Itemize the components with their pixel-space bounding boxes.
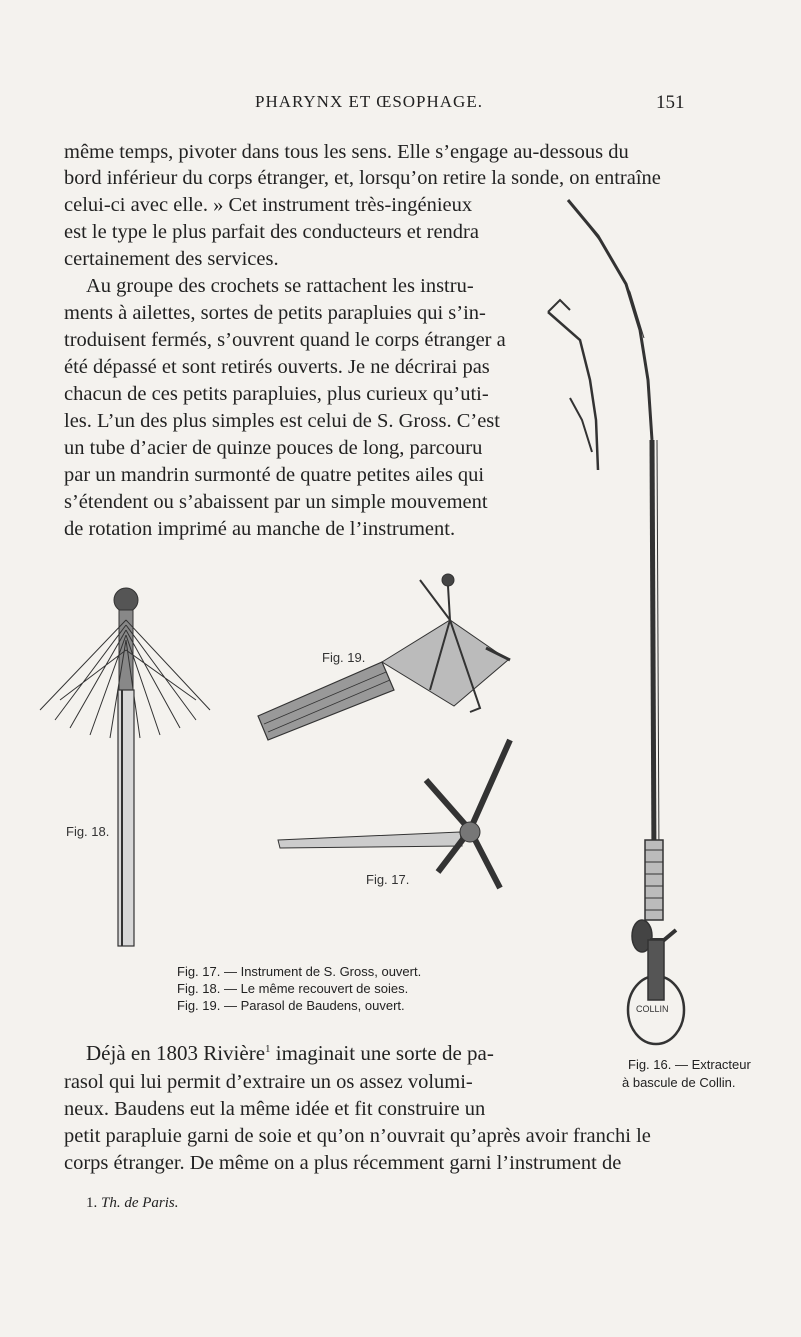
body-line: ments à ailettes, sortes de petits parapluies qui s’in- xyxy=(64,302,486,324)
body-line: bord inférieur du corps étranger, et, lorsqu’on retire la sonde, on entraîne xyxy=(64,167,661,189)
body-line: est le type le plus parfait des conducteurs et rendra xyxy=(64,221,479,243)
footnote-marker: 1 xyxy=(265,1043,271,1055)
lower-line-2: rasol qui lui permit d’extraire un os assez volumi- xyxy=(64,1071,473,1093)
body-line: été dépassé et sont retirés ouverts. Je ne décrirai pas xyxy=(64,356,490,378)
body-line: Au groupe des crochets se rattachent les instru- xyxy=(86,275,474,297)
caption-fig17: Fig. 17. — Instrument de S. Gross, ouvert. xyxy=(177,964,422,979)
fig19-label: Fig. 19. xyxy=(322,650,366,665)
lower-line-1-text: Déjà en 1803 Rivière xyxy=(86,1041,266,1065)
body-line: troduisent fermés, s’ouvrent quand le corps étranger a xyxy=(64,329,506,351)
caption-fig16-line2: à bascule de Collin. xyxy=(622,1075,736,1090)
body-line: de rotation imprimé au manche de l’instrument. xyxy=(64,518,456,540)
footnote-number: 1. xyxy=(86,1195,98,1211)
lower-line-3: neux. Baudens eut la même idée et fit construire un xyxy=(64,1098,486,1120)
fig18-label: Fig. 18. xyxy=(66,824,110,839)
body-line: certainement des services. xyxy=(64,248,279,270)
caption-fig18: Fig. 18. — Le même recouvert de soies. xyxy=(177,981,409,996)
body-line: même temps, pivoter dans tous les sens. Elle s’engage au-dessous du xyxy=(64,141,629,163)
caption-fig19: Fig. 19. — Parasol de Baudens, ouvert. xyxy=(177,998,405,1013)
fig17-label: Fig. 17. xyxy=(366,872,410,887)
page-number: 151 xyxy=(656,92,685,113)
lower-line-5: corps étranger. De même on a plus récemment garni l’instrument de xyxy=(64,1152,622,1174)
lower-line-1 xyxy=(86,1040,494,1066)
body-line: chacun de ces petits parapluies, plus curieux qu’uti- xyxy=(64,383,489,405)
footnote xyxy=(86,1195,179,1212)
body-line: les. L’un des plus simples est celui de S. Gross. C’est xyxy=(64,410,500,432)
lower-line-1-rest: imaginait une sorte de pa- xyxy=(270,1041,494,1065)
body-line: par un mandrin surmonté de quatre petites ailes qui xyxy=(64,464,485,486)
body-line: celui-ci avec elle. » Cet instrument très-ingénieux xyxy=(64,194,473,216)
footnote-text: Th. de Paris. xyxy=(101,1195,179,1211)
lower-line-4: petit parapluie garni de soie et qu’on n’ouvrait qu’après avoir franchi le xyxy=(64,1125,651,1147)
collin-maker-mark: COLLIN xyxy=(636,1004,669,1014)
running-title: PHARYNX ET ŒSOPHAGE. xyxy=(255,92,483,111)
caption-fig16-line1: Fig. 16. — Extracteur xyxy=(628,1057,751,1072)
body-line: s’étendent ou s’abaissent par un simple mouvement xyxy=(64,491,488,513)
body-line: un tube d’acier de quinze pouces de long, parcouru xyxy=(64,437,483,459)
